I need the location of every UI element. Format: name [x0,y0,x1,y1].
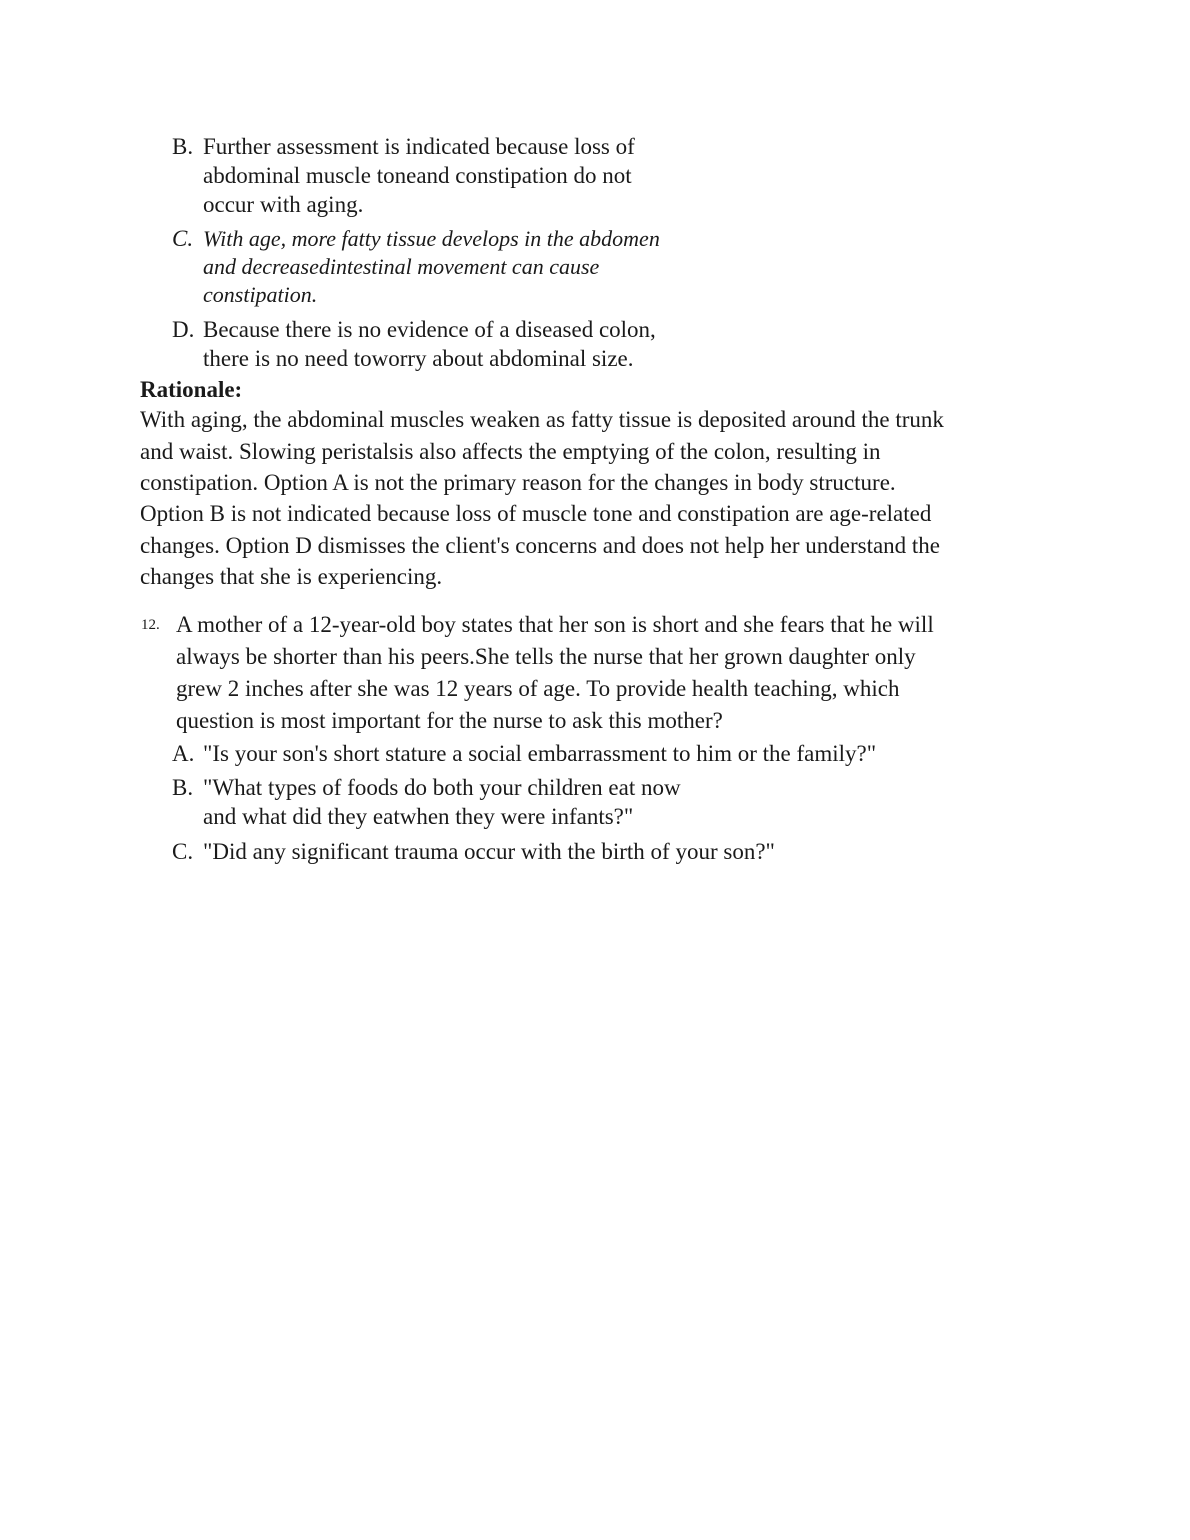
option-text-line: "What types of foods do both your children eat now [203,775,681,800]
question-stem-line: always be shorter than his peers.She tells the nurse that her grown daughter only [176,644,916,669]
option-letter: A. [172,741,195,766]
option-text-line: With age, more fatty tissue develops in the abdomen [203,226,660,251]
option-text-line: and what did they eatwhen they were infants?" [203,804,634,829]
option-text-line: constipation. [203,282,318,307]
option-letter: C. [172,226,194,251]
rationale-line: With aging, the abdominal muscles weaken as fatty tissue is deposited around the trunk [140,407,944,432]
rationale-line: and waist. Slowing peristalsis also affects the emptying of the colon, resulting in [140,439,881,464]
question-number: 12. [141,617,160,633]
rationale-heading: Rationale: [140,377,243,402]
option-letter: D. [172,317,195,342]
question-stem-line: question is most important for the nurse to ask this mother? [176,708,723,733]
option-text-line: Further assessment is indicated because loss of [203,134,635,159]
option-letter: B. [172,134,194,159]
question-stem-line: A mother of a 12-year-old boy states that her son is short and she fears that he will [176,612,934,637]
option-letter: C. [172,839,194,864]
rationale-line: changes. Option D dismisses the client's concerns and does not help her understand the [140,533,941,558]
rationale-line: changes that she is experiencing. [140,564,443,589]
option-text-line: there is no need toworry about abdominal size. [203,346,634,371]
option-text-line: occur with aging. [203,192,364,217]
question-stem-line: grew 2 inches after she was 12 years of age. To provide health teaching, which [176,676,900,701]
option-text-line: "Did any significant trauma occur with the birth of your son?" [203,839,775,864]
option-text-line: "Is your son's short stature a social embarrassment to him or the family?" [203,741,877,766]
rationale-line: constipation. Option A is not the primary reason for the changes in body structure. [140,470,896,495]
option-text-line: Because there is no evidence of a diseased colon, [203,317,656,342]
option-text-line: and decreasedintestinal movement can cause [203,254,600,279]
option-text-line: abdominal muscle toneand constipation do not [203,163,632,188]
option-letter: B. [172,775,194,800]
rationale-line: Option B is not indicated because loss of muscle tone and constipation are age-related [140,501,932,526]
